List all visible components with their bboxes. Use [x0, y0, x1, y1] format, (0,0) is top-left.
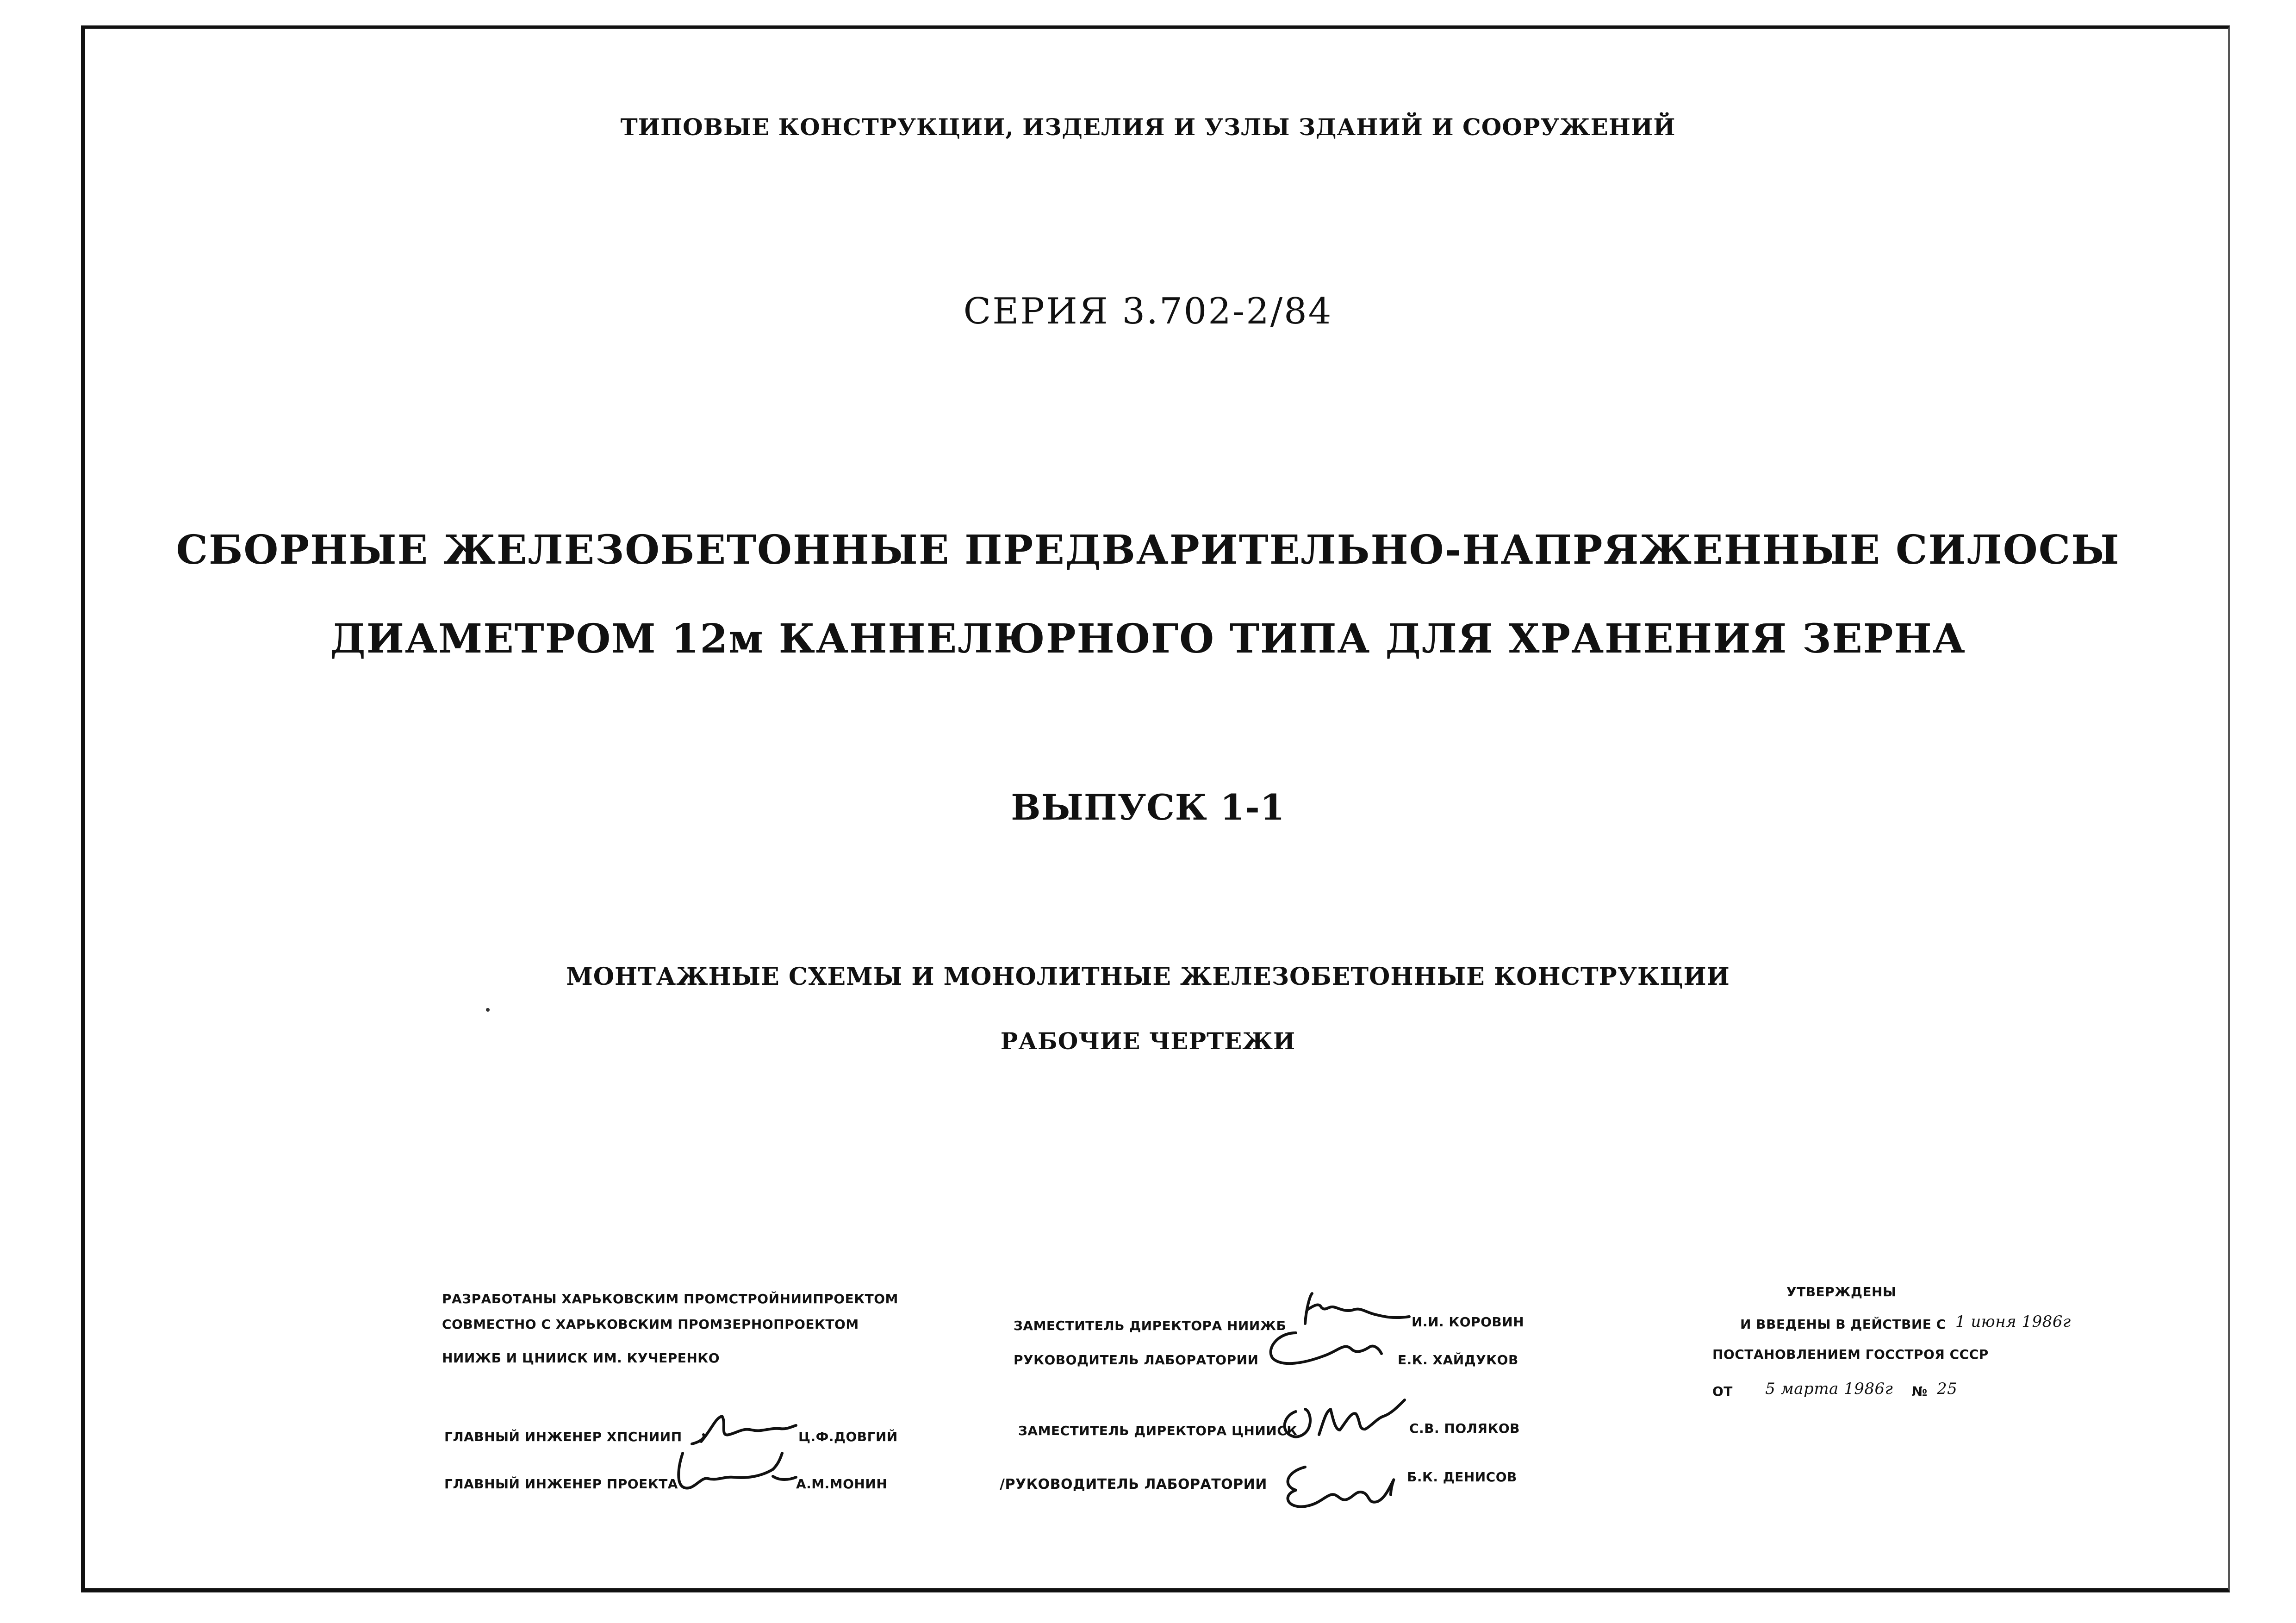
- title-line-1: СБОРНЫЕ ЖЕЛЕЗОБЕТОННЫЕ ПРЕДВАРИТЕЛЬНО-НАПРЯЖЕННЫЕ СИЛОСЫ: [176, 527, 2120, 573]
- approval-line-3: ПОСТАНОВЛЕНИЕМ ГОССТРОЯ СССР: [1712, 1347, 1989, 1362]
- signatory-name: Е.К. ХАЙДУКОВ: [1398, 1352, 1518, 1368]
- handwritten-resolution-number: 25: [1937, 1380, 1958, 1398]
- stray-mark: [486, 1008, 490, 1012]
- approval-line-4-prefix: ОТ: [1712, 1384, 1733, 1399]
- signatory-role: ГЛАВНЫЙ ИНЖЕНЕР ХПСНИИП: [444, 1429, 682, 1444]
- signature-polyakov: [1277, 1393, 1407, 1444]
- document-header: ТИПОВЫЕ КОНСТРУКЦИИ, ИЗДЕЛИЯ И УЗЛЫ ЗДАНИЙ И СООРУЖЕНИЙ: [620, 113, 1676, 141]
- title-line-2: ДИАМЕТРОМ 12м КАННЕЛЮРНОГО ТИПА ДЛЯ ХРАНЕНИЯ ЗЕРНА: [330, 616, 1966, 662]
- signature-monin: [673, 1444, 798, 1495]
- signatory-role: /РУКОВОДИТЕЛЬ ЛАБОРАТОРИИ: [1000, 1476, 1267, 1492]
- signature-denisov: [1277, 1458, 1402, 1518]
- developed-by-line-3: НИИЖБ И ЦНИИСК ИМ. КУЧЕРЕНКО: [442, 1350, 720, 1366]
- handwritten-effective-date: 1 июня 1986г: [1955, 1312, 2071, 1331]
- signatory-name: С.В. ПОЛЯКОВ: [1409, 1421, 1520, 1436]
- signature-khaidukov: [1263, 1328, 1384, 1370]
- signatory-role: ГЛАВНЫЙ ИНЖЕНЕР ПРОЕКТА: [444, 1476, 678, 1492]
- signatory-name: А.М.МОНИН: [796, 1476, 888, 1492]
- signatory-name: И.И. КОРОВИН: [1412, 1314, 1524, 1330]
- signature-korovin: [1300, 1291, 1412, 1333]
- subtitle-contents: МОНТАЖНЫЕ СХЕМЫ И МОНОЛИТНЫЕ ЖЕЛЕЗОБЕТОННЫЕ КОНСТРУКЦИИ: [566, 963, 1730, 991]
- approval-line-1: УТВЕРЖДЕНЫ: [1786, 1284, 1897, 1300]
- approval-line-2-prefix: И ВВЕДЕНЫ В ДЕЙСТВИЕ С: [1740, 1317, 1946, 1332]
- developed-by-line-1: РАЗРАБОТАНЫ ХАРЬКОВСКИМ ПРОМСТРОЙНИИПРОЕКТОМ: [442, 1291, 898, 1306]
- signatory-role: РУКОВОДИТЕЛЬ ЛАБОРАТОРИИ: [1014, 1352, 1259, 1368]
- signatory-role: ЗАМЕСТИТЕЛЬ ДИРЕКТОРА НИИЖБ: [1014, 1318, 1287, 1333]
- approval-line-2: [1740, 1312, 2071, 1333]
- issue-number: ВЫПУСК 1-1: [1011, 787, 1285, 828]
- signatory-role: ЗАМЕСТИТЕЛЬ ДИРЕКТОРА ЦНИИСК: [1018, 1423, 1298, 1438]
- resolution-number-label: №: [1911, 1384, 1928, 1399]
- signatory-name: Б.К. ДЕНИСОВ: [1407, 1469, 1517, 1485]
- approval-line-4: [1712, 1380, 1958, 1400]
- handwritten-resolution-date: 5 марта 1986г: [1765, 1380, 1893, 1398]
- signatory-name: Ц.Ф.ДОВГИЙ: [798, 1429, 898, 1444]
- subtitle-working-drawings: РАБОЧИЕ ЧЕРТЕЖИ: [1000, 1027, 1296, 1055]
- developed-by-line-2: СОВМЕСТНО С ХАРЬКОВСКИМ ПРОМЗЕРНОПРОЕКТОМ: [442, 1317, 859, 1332]
- series-number: СЕРИЯ 3.702-2/84: [963, 291, 1333, 332]
